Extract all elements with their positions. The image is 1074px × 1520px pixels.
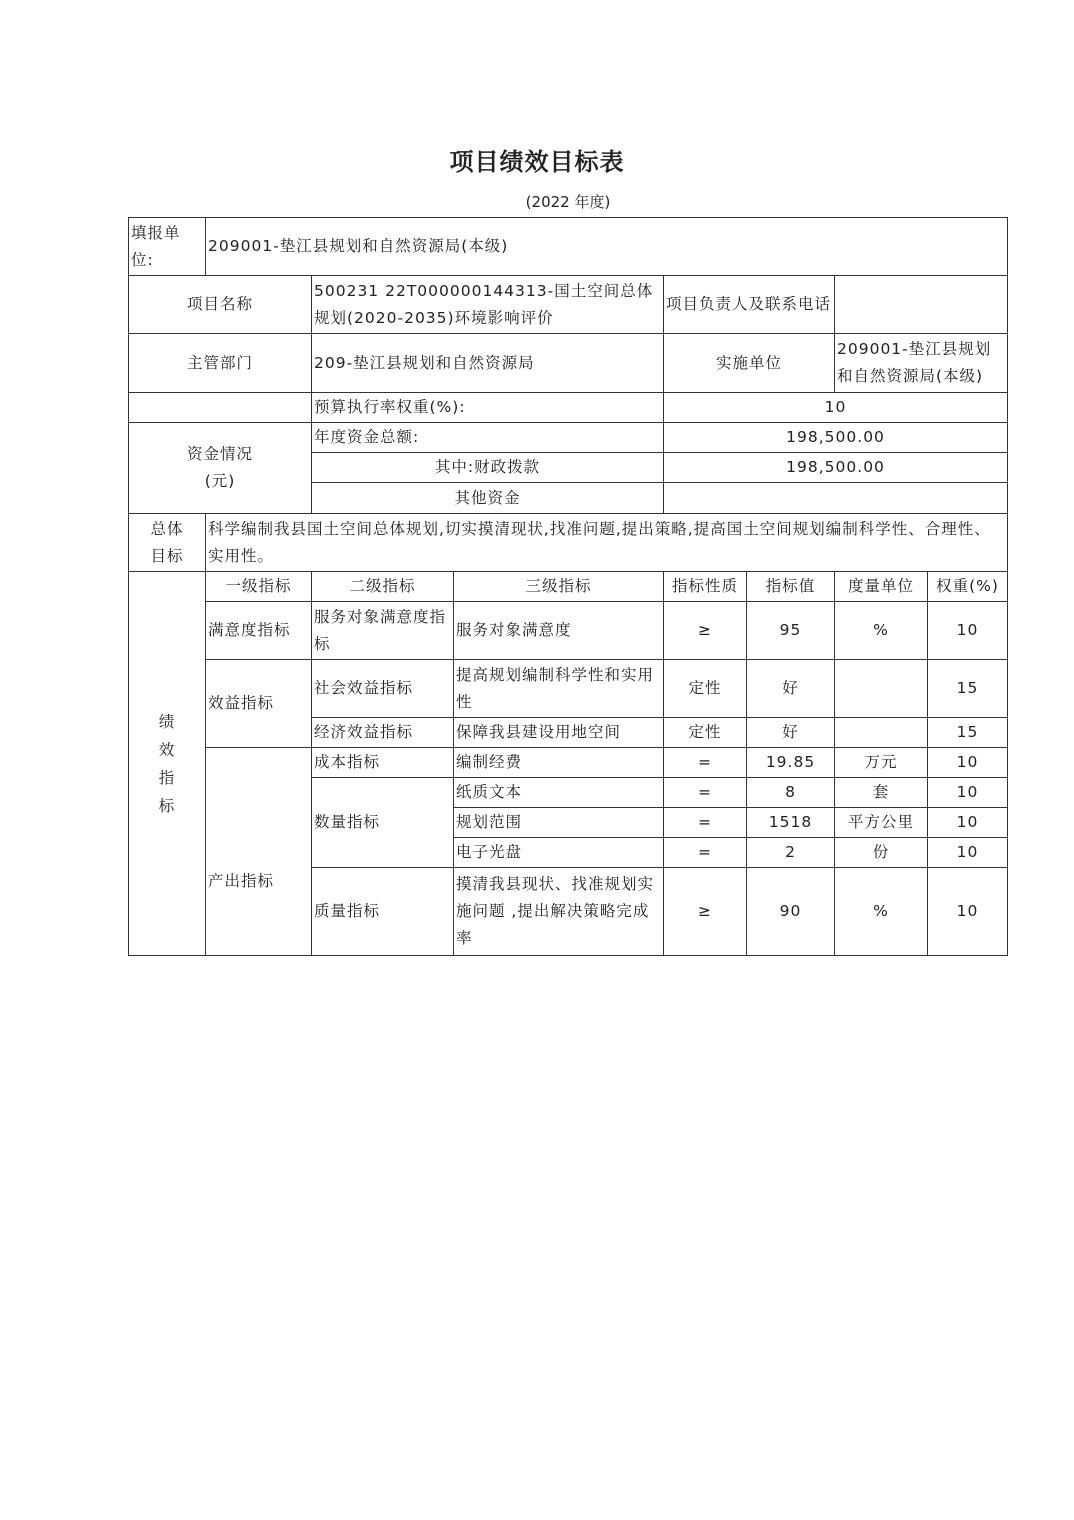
level3-cell: 编制经费 xyxy=(454,748,664,778)
funds-total-value: 198,500.00 xyxy=(664,423,1008,453)
contact-value xyxy=(835,276,1008,334)
goal-text: 科学编制我县国土空间总体规划,切实摸清现状,找准问题,提出策略,提高国土空间规划编制科学性、合理性、实用性。 xyxy=(206,514,1008,572)
unit-cell: 平方公里 xyxy=(835,808,928,838)
funds-other-value xyxy=(664,483,1008,514)
table-row xyxy=(129,660,1008,718)
budget-weight-label: 预算执行率权重(%): xyxy=(312,393,664,423)
unit-cell xyxy=(835,660,928,718)
funds-label-cell xyxy=(129,423,312,514)
nature-cell: = xyxy=(664,808,747,838)
unit-cell xyxy=(835,718,928,748)
funds-total-label: 年度资金总额: xyxy=(312,423,664,453)
contact-label: 项目负责人及联系电话 xyxy=(664,276,835,334)
value-cell: 2 xyxy=(747,838,835,868)
unit-cell: 万元 xyxy=(835,748,928,778)
nature-cell: = xyxy=(664,838,747,868)
level1-benefit: 效益指标 xyxy=(206,660,312,748)
impl-value: 209001-垫江县规划和自然资源局(本级) xyxy=(835,334,1008,393)
nature-cell: ≥ xyxy=(664,868,747,956)
weight-cell: 10 xyxy=(928,748,1008,778)
value-cell: 好 xyxy=(747,660,835,718)
level3-cell: 服务对象满意度 xyxy=(454,602,664,660)
value-cell: 19.85 xyxy=(747,748,835,778)
project-name-value: 500231 22T000000144313-国土空间总体规划(2020-2035)环境影响评价 xyxy=(312,276,664,334)
funds-fiscal-label: 其中:财政拨款 xyxy=(312,453,664,483)
page-title: 项目绩效目标表 xyxy=(449,148,625,176)
impl-label: 实施单位 xyxy=(664,334,835,393)
header-level3: 三级指标 xyxy=(454,572,664,602)
value-cell: 1518 xyxy=(747,808,835,838)
level3-cell: 提高规划编制科学性和实用性 xyxy=(454,660,664,718)
fill-unit-value: 209001-垫江县规划和自然资源局(本级) xyxy=(206,218,1008,276)
header-weight: 权重(%) xyxy=(928,572,1008,602)
weight-cell: 10 xyxy=(928,778,1008,808)
level1-satisfaction: 满意度指标 xyxy=(206,602,312,660)
unit-cell: 份 xyxy=(835,838,928,868)
funds-unit: (元) xyxy=(204,472,236,490)
nature-cell: 定性 xyxy=(664,718,747,748)
level3-cell: 摸清我县现状、找准规划实施问题 ,提出解决策略完成率 xyxy=(454,868,664,956)
level2-service-satisfaction: 服务对象满意度指标 xyxy=(312,602,454,660)
funds-other-label: 其他资金 xyxy=(312,483,664,514)
value-cell: 90 xyxy=(747,868,835,956)
level3-cell: 纸质文本 xyxy=(454,778,664,808)
level2-quantity: 数量指标 xyxy=(312,778,454,868)
dept-label: 主管部门 xyxy=(129,334,312,393)
header-unit: 度量单位 xyxy=(835,572,928,602)
project-name-label: 项目名称 xyxy=(129,276,312,334)
level3-cell: 电子光盘 xyxy=(454,838,664,868)
header-level2: 二级指标 xyxy=(312,572,454,602)
header-value: 指标值 xyxy=(747,572,835,602)
table-row xyxy=(129,748,1008,778)
value-cell: 好 xyxy=(747,718,835,748)
performance-table xyxy=(128,217,1008,956)
value-cell: 8 xyxy=(747,778,835,808)
header-level1: 一级指标 xyxy=(206,572,312,602)
header-nature: 指标性质 xyxy=(664,572,747,602)
level3-cell: 规划范围 xyxy=(454,808,664,838)
weight-cell: 10 xyxy=(928,808,1008,838)
fill-unit-label: 填报单位: xyxy=(129,218,206,276)
nature-cell: = xyxy=(664,748,747,778)
performance-section-label: 绩效指标 xyxy=(129,572,206,956)
nature-cell: 定性 xyxy=(664,660,747,718)
table-row xyxy=(129,602,1008,660)
weight-cell: 10 xyxy=(928,602,1008,660)
unit-cell: 套 xyxy=(835,778,928,808)
nature-cell: = xyxy=(664,778,747,808)
dept-value: 209-垫江县规划和自然资源局 xyxy=(312,334,664,393)
budget-weight-empty xyxy=(129,393,312,423)
funds-label: 资金情况 xyxy=(186,445,253,463)
level2-cost: 成本指标 xyxy=(312,748,454,778)
level2-quality: 质量指标 xyxy=(312,868,454,956)
page-subtitle: (2022 年度) xyxy=(525,193,611,211)
unit-cell: % xyxy=(835,602,928,660)
level2-economic-benefit: 经济效益指标 xyxy=(312,718,454,748)
budget-weight-value: 10 xyxy=(664,393,1008,423)
weight-cell: 10 xyxy=(928,868,1008,956)
goal-label: 总体目标 xyxy=(129,514,206,572)
value-cell: 95 xyxy=(747,602,835,660)
level3-cell: 保障我县建设用地空间 xyxy=(454,718,664,748)
level1-output: 产出指标 xyxy=(206,748,312,956)
nature-cell: ≥ xyxy=(664,602,747,660)
weight-cell: 15 xyxy=(928,660,1008,718)
funds-fiscal-value: 198,500.00 xyxy=(664,453,1008,483)
weight-cell: 15 xyxy=(928,718,1008,748)
unit-cell: % xyxy=(835,868,928,956)
level2-social-benefit: 社会效益指标 xyxy=(312,660,454,718)
weight-cell: 10 xyxy=(928,838,1008,868)
